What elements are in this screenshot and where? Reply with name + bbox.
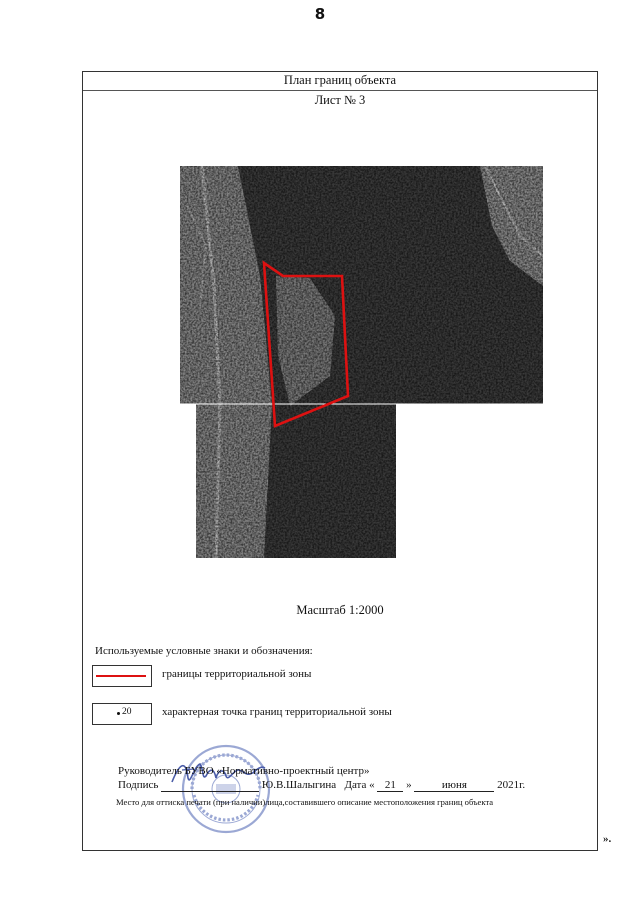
legend-heading: Используемые условные знаки и обозначения: [95,645,313,657]
date-day-close: » [406,779,412,791]
date-year: 2021г. [497,779,526,791]
date-label: Дата « [344,779,375,791]
page-number: 8 [314,5,326,23]
sign-label: Подпись [118,779,159,791]
end-mark: ». [603,833,612,845]
signature-blank [161,779,259,792]
date-day: 21 [377,779,403,792]
scale-label: Масштаб 1:2000 [296,603,384,617]
organization-head-line: Руководитель БУВО «Нормативно-проектный центр» [118,765,370,777]
aerial-photo-map [180,166,543,558]
stamp-place-note: Место для оттиска печати (при наличии)лица,составившего описание местоположения границ объекта [116,797,494,807]
signer-name: Ю.В.Шалыгина [261,779,337,791]
signature-line [118,779,525,792]
plan-title: План границ объекта [283,73,397,87]
sheet-title: Лист № 3 [314,93,366,107]
legend-boundary-line [96,675,146,677]
title-divider [83,90,597,91]
date-month: июня [414,779,494,792]
legend-point-number: 20 [122,707,132,717]
legend-boundary-label: границы территориальной зоны [162,668,312,680]
point-dot-icon [117,712,120,715]
legend-point-label: характерная точка границ территориальной зоны [162,706,392,718]
